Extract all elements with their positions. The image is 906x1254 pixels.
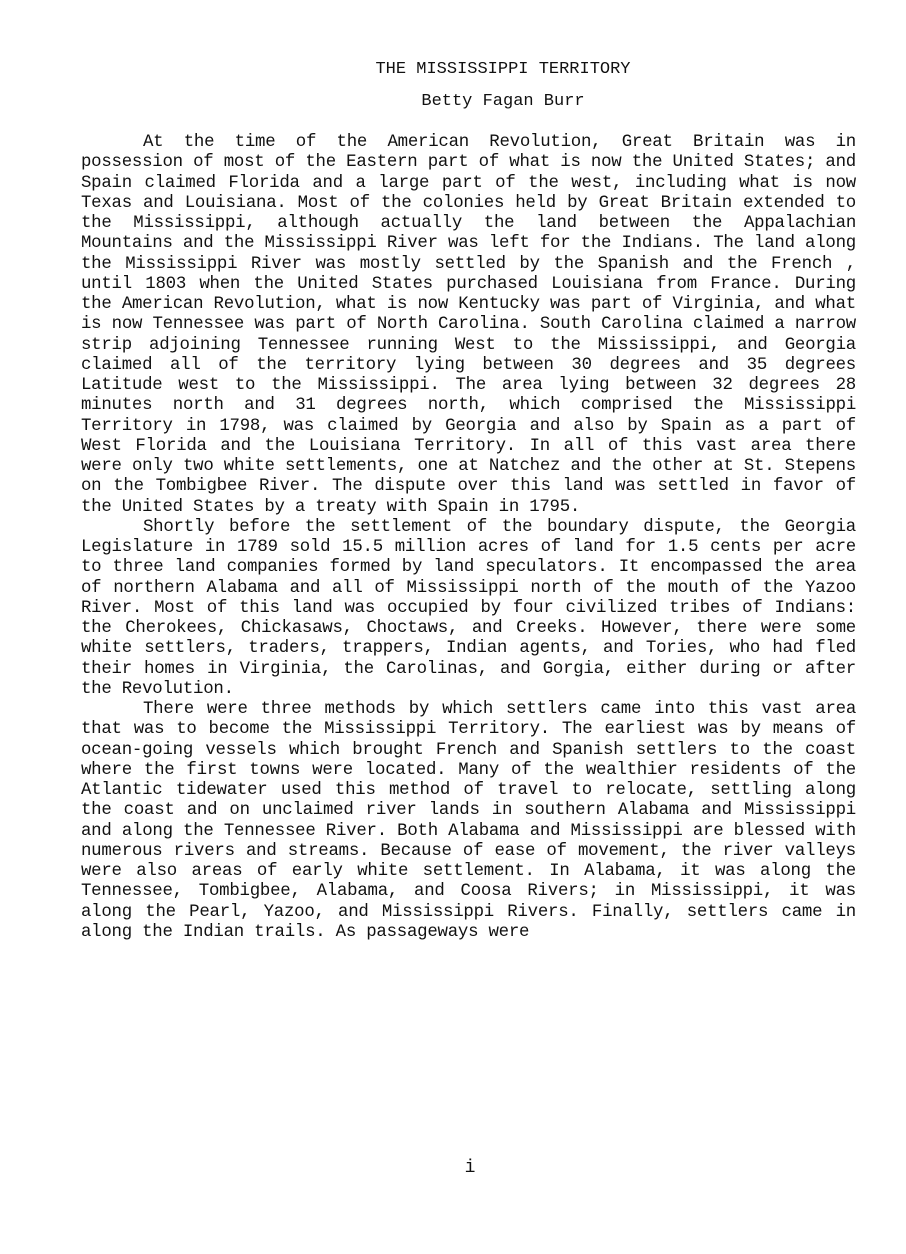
page-number: i <box>464 1158 476 1178</box>
author-line: Betty Fagan Burr <box>421 92 585 111</box>
paragraph: At the time of the American Revolution, Great Britain was in possession of most of the Eastern part of what is now the United States; and Spain claimed Florida and a large part of the west, including what is now Texas and Louisiana. Most of the colonies held by Great Britain extended to the Mississippi, although actually the land between the Appalachian Mountains and the Mississippi River was left for the Indians. The land along the Mississippi River was mostly settled by the Spanish and the French , until 1803 when the United States purchased Louisiana from France. During the American Revolution, what is now Kentucky was part of Virginia, and what is now Tennessee was part of North Carolina. South Carolina claimed a narrow strip adjoining Tennessee running West to the Mississippi, and Georgia claimed all of the territory lying between 30 degrees and 35 degrees Latitude west to the Mississippi. The area lying between 32 degrees 28 minutes north and 31 degrees north, which comprised the Mississippi Territory in 1798, was claimed by Georgia and also by Spain as a part of West Florida and the Louisiana Territory. In all of this vast area there were only two white settlements, one at Natchez and the other at St. Stepens on the Tombigbee River. The dispute over this land was settled in favor of the United States by a treaty with Spain in 1795. <box>81 133 856 517</box>
paragraph: Shortly before the settlement of the boundary dispute, the Georgia Legislature in 1789 sold 15.5 million acres of land for 1.5 cents per acre to three land companies formed by land speculators. It encompassed the area of northern Alabama and all of Mississippi north of the mouth of the Yazoo River. Most of this land was occupied by four civilized tribes of Indians: the Cherokees, Chickasaws, Choctaws, and Creeks. However, there were some white settlers, traders, trappers, Indian agents, and Tories, who had fled their homes in Virginia, the Carolinas, and Gorgia, either during or after the Revolution. <box>81 517 856 699</box>
body-text <box>81 133 856 943</box>
paragraph: There were three methods by which settlers came into this vast area that was to become the Mississippi Territory. The earliest was by means of ocean-going vessels which brought French and Spanish settlers to the coast where the first towns were located. Many of the wealthier residents of the Atlantic tidewater used this method of travel to relocate, settling along the coast and on unclaimed river lands in southern Alabama and Mississippi and along the Tennessee River. Both Alabama and Mississippi are blessed with numerous rivers and streams. Because of ease of movement, the river valleys were also areas of early white settlement. In Alabama, it was along the Tennessee, Tombigbee, Alabama, and Coosa Rivers; in Mississippi, it was along the Pearl, Yazoo, and Mississippi Rivers. Finally, settlers came in along the Indian trails. As passageways were <box>81 700 856 942</box>
page-title: THE MISSISSIPPI TERRITORY <box>375 60 631 79</box>
